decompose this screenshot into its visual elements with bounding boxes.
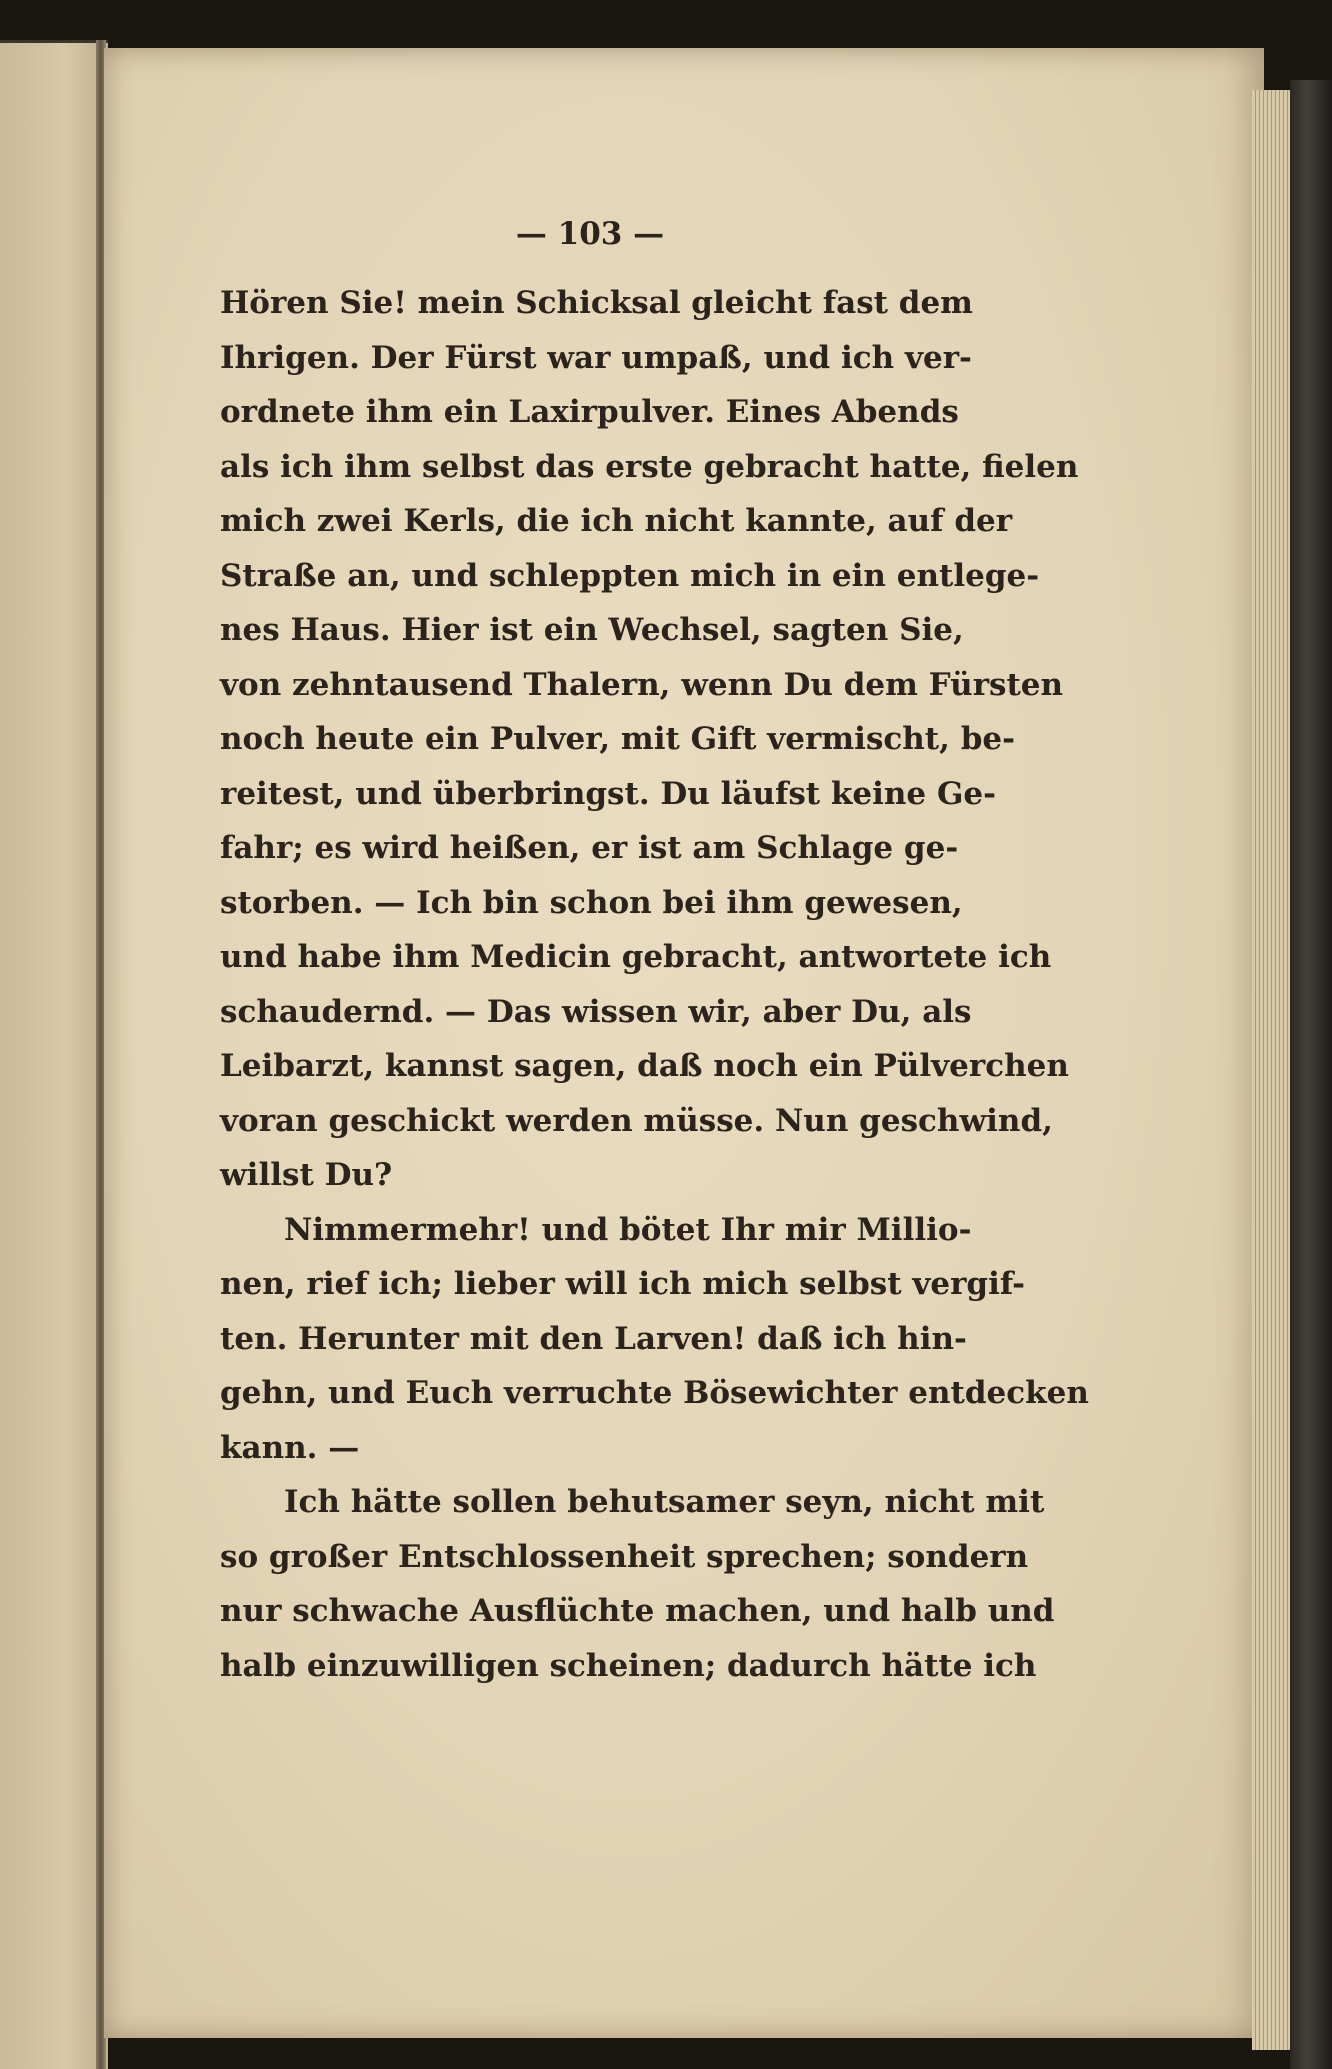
text-line: Leibarzt, kannst sagen, daß noch ein Pülverchen: [220, 1048, 1069, 1084]
text-line: halb einzuwilligen scheinen; dadurch hätte ich: [220, 1647, 1037, 1684]
text-line: als ich ihm selbst das erste gebracht hatte, fielen: [220, 448, 1079, 485]
text-line: voran geschickt werden müsse. Nun geschwind,: [220, 1102, 1053, 1139]
paragraph-3: [220, 1475, 1055, 1693]
text-line: Ich hätte sollen behutsamer seyn, nicht mit: [284, 1484, 1045, 1520]
page-text-block: [220, 212, 1089, 1693]
text-line: mich zwei Kerls, die ich nicht kannte, auf der: [220, 503, 1013, 539]
text-line: Straße an, und schleppten mich in ein entlege-: [220, 557, 1040, 594]
text-line: noch heute ein Pulver, mit Gift vermischt, be-: [220, 721, 1015, 757]
text-line: fahr; es wird heißen, er ist am Schlage ge-: [220, 830, 959, 866]
text-line: Hören Sie! mein Schicksal gleicht fast dem: [220, 285, 973, 321]
page-number: — 103 —: [515, 216, 665, 252]
text-line: Ihrigen. Der Fürst war umpaß, und ich ver-: [220, 339, 972, 376]
text-line: reitest, und überbringst. Du läufst keine Ge-: [220, 775, 997, 812]
text-line: willst Du?: [220, 1157, 393, 1193]
text-line: nur schwache Ausflüchte machen, und halb und: [220, 1593, 1055, 1629]
text-line: nen, rief ich; lieber will ich mich selbst vergif-: [220, 1266, 1025, 1302]
text-line: kann. —: [220, 1429, 360, 1466]
text-line: ten. Herunter mit den Larven! daß ich hin-: [220, 1320, 967, 1357]
paragraph-1: [220, 276, 1079, 1203]
text-line: und habe ihm Medicin gebracht, antwortete ich: [220, 939, 1052, 975]
paragraph-2: [220, 1203, 1089, 1476]
text-line: gehn, und Euch verruchte Bösewichter entdecken: [220, 1375, 1089, 1411]
text-line: so großer Entschlossenheit sprechen; sondern: [220, 1538, 1029, 1575]
text-line: ordnete ihm ein Laxirpulver. Eines Abends: [220, 394, 959, 430]
text-line: Nimmermehr! und bötet Ihr mir Millio-: [284, 1211, 972, 1248]
book-cover-edge: [1290, 80, 1332, 2069]
previous-page-edge: [0, 40, 108, 2069]
text-line: storben. — Ich bin schon bei ihm gewesen,: [220, 884, 963, 921]
text-line: schaudernd. — Das wissen wir, aber Du, als: [220, 993, 972, 1030]
text-line: nes Haus. Hier ist ein Wechsel, sagten Sie,: [220, 612, 964, 648]
text-line: von zehntausend Thalern, wenn Du dem Fürsten: [220, 666, 1064, 703]
